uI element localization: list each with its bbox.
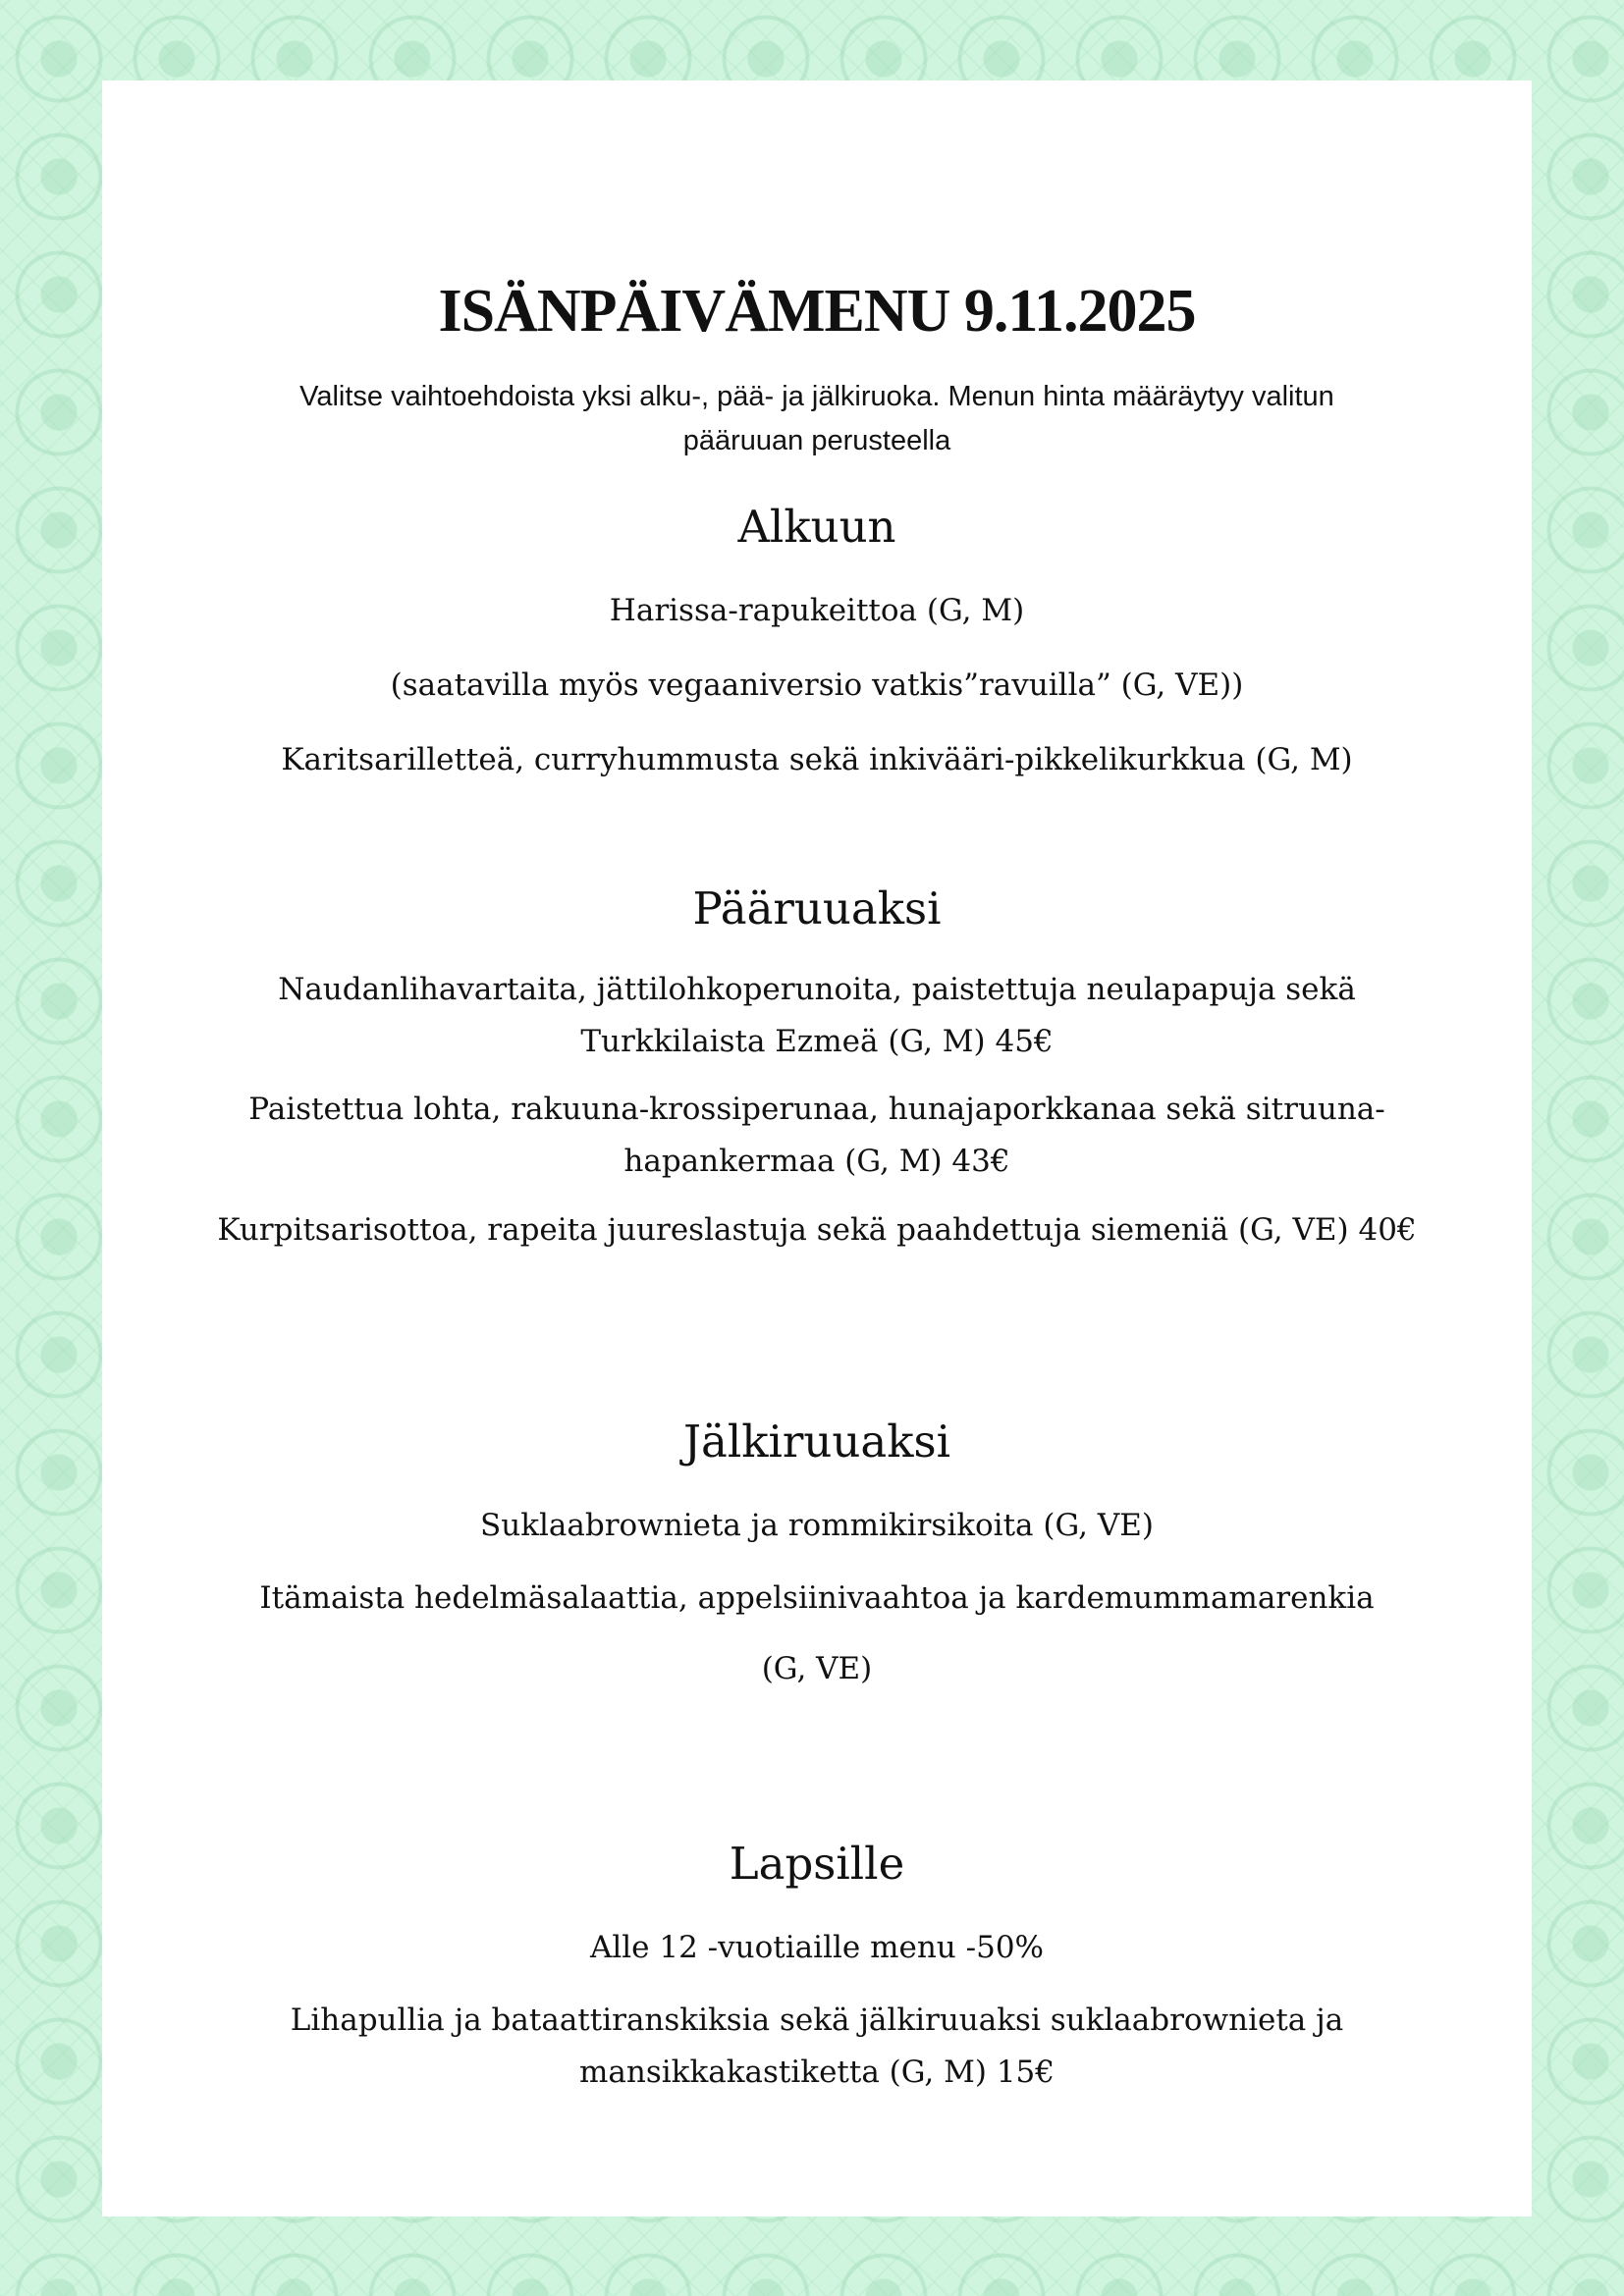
- menu-card: [102, 80, 1532, 2216]
- section-heading-jalkiruuaksi: Jälkiruuaksi: [683, 1415, 950, 1468]
- menu-item: Karitsarilletteä, curryhummusta sekä inkivääri-pikkelikurkkua (G, M): [281, 742, 1353, 777]
- section-heading-paaruuaksi: Pääruuaksi: [692, 882, 942, 934]
- menu-item: Kurpitsarisottoa, rapeita juureslastuja sekä paahdettuja siemeniä (G, VE) 40€: [217, 1212, 1417, 1248]
- menu-item: Naudanlihavartaita, jättilohkoperunoita, paistettuja neulapapuja sekä Turkkilaista Ezmeä (G, M) 45€: [278, 972, 1356, 1059]
- menu-item: Lihapullia ja bataattiranskiksia sekä jälkiruuaksi suklaabrownieta ja mansikkakastiketta (G, M) 15€: [290, 2002, 1344, 2090]
- menu-title: ISÄNPÄIVÄMENU 9.11.2025: [438, 278, 1196, 345]
- menu-item: Paistettua lohta, rakuuna-krossiperunaa, hunajaporkkanaa sekä sitruuna-hapankermaa (G, M) 43€: [248, 1092, 1385, 1179]
- section-heading-alkuun: Alkuun: [737, 501, 896, 553]
- menu-item: Itämaista hedelmäsalaattia, appelsiinivaahtoa ja kardemummamarenkia: [259, 1580, 1375, 1616]
- menu-item: Alle 12 -vuotiaille menu -50%: [589, 1930, 1045, 1965]
- menu-item: Harissa-rapukeittoa (G, M): [609, 593, 1025, 628]
- menu-item: Suklaabrownieta ja rommikirsikoita (G, VE): [480, 1508, 1154, 1543]
- section-heading-lapsille: Lapsille: [729, 1838, 905, 1890]
- menu-item: (G, VE): [761, 1651, 873, 1686]
- menu-subtitle: Valitse vaihtoehdoista yksi alku-, pää- ja jälkiruoka. Menun hinta määräytyy valitun pääruuan perusteella: [299, 381, 1334, 456]
- menu-item: (saatavilla myös vegaaniversio vatkis”ravuilla” (G, VE)): [390, 667, 1244, 703]
